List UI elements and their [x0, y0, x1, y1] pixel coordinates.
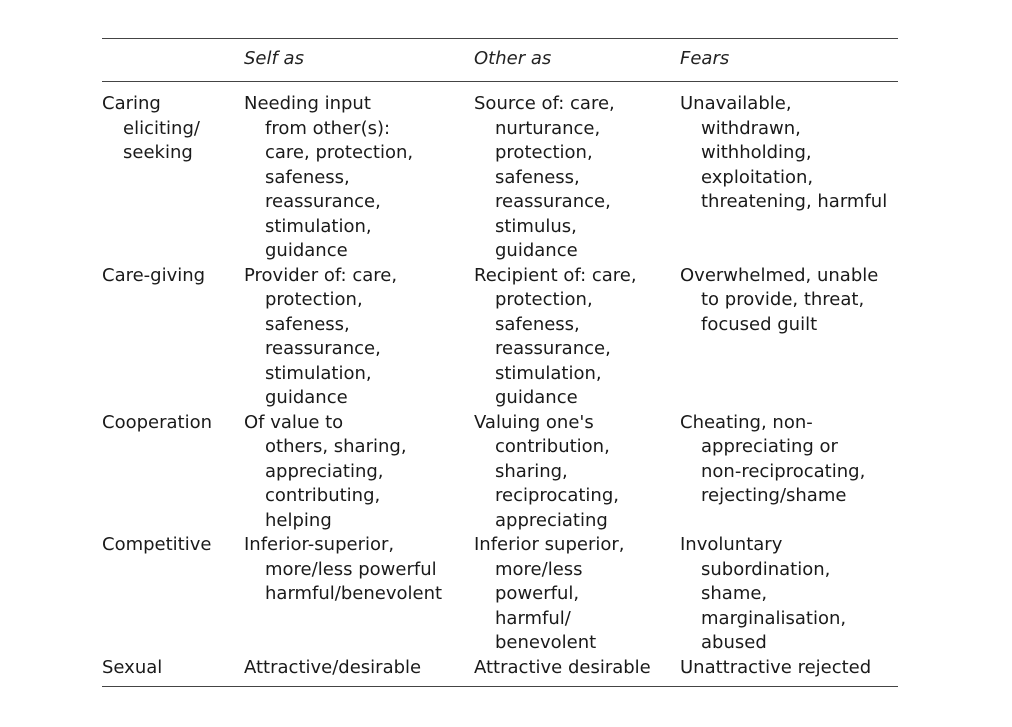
- cell-line: appreciating,: [265, 460, 384, 482]
- header-self-as: Self as: [244, 48, 304, 69]
- bottom-rule: [102, 686, 898, 687]
- cell-line: Provider of: care,: [244, 264, 398, 286]
- table-row: [102, 264, 898, 411]
- table-header-row: [102, 39, 898, 81]
- header-other-as: Other as: [474, 48, 552, 69]
- cell-line: stimulus,: [495, 215, 577, 237]
- cell-line: reassurance,: [265, 338, 381, 359]
- cell-line: Attractive desirable: [474, 656, 651, 678]
- cell-line: appreciating or: [701, 436, 838, 457]
- self-as-cell: [244, 92, 413, 264]
- row-label: [102, 533, 211, 558]
- cell-line: protection,: [265, 289, 363, 310]
- cell-line: guidance: [495, 387, 578, 408]
- table-row: [102, 656, 898, 681]
- cell-line: Cheating, non-: [680, 411, 813, 433]
- cell-line: non-reciprocating,: [701, 460, 866, 482]
- social-mentality-table: [102, 38, 898, 687]
- cell-line: safeness,: [495, 166, 580, 188]
- cell-line: Attractive/desirable: [244, 656, 422, 678]
- cell-line: benevolent: [495, 632, 597, 653]
- cell-line: guidance: [495, 240, 578, 261]
- cell-line: stimulation,: [265, 362, 372, 384]
- cell-line: guidance: [265, 240, 348, 261]
- cell-line: Valuing one's: [474, 411, 594, 433]
- other-as-cell: [474, 92, 615, 264]
- cell-line: helping: [265, 509, 332, 531]
- cell-line: harmful/benevolent: [265, 583, 443, 604]
- cell-line: exploitation,: [701, 166, 814, 188]
- cell-line: protection,: [495, 289, 593, 310]
- fears-cell: [680, 411, 865, 509]
- cell-line: Care-giving: [102, 264, 206, 286]
- cell-line: eliciting/: [123, 117, 200, 139]
- cell-line: seeking: [123, 142, 193, 163]
- cell-line: reassurance,: [265, 191, 381, 212]
- other-as-cell: [474, 533, 625, 656]
- cell-line: withdrawn,: [701, 117, 801, 139]
- cell-line: safeness,: [495, 313, 580, 335]
- row-label: [102, 264, 205, 289]
- self-as-cell: [244, 533, 442, 607]
- cell-line: Needing input: [244, 93, 371, 114]
- other-as-cell: [474, 656, 651, 681]
- cell-line: Source of: care,: [474, 93, 615, 114]
- cell-line: marginalisation,: [701, 607, 847, 629]
- cell-line: more/less: [495, 558, 583, 580]
- cell-line: Involuntary: [680, 534, 783, 555]
- cell-line: threatening, harmful: [701, 191, 888, 212]
- cell-line: contributing,: [265, 485, 381, 506]
- cell-line: powerful,: [495, 583, 580, 604]
- cell-line: nurturance,: [495, 117, 601, 139]
- cell-line: abused: [701, 632, 767, 653]
- row-label: [102, 411, 212, 436]
- table-body: [102, 82, 898, 686]
- cell-line: sharing,: [495, 460, 568, 482]
- cell-line: stimulation,: [265, 215, 372, 237]
- cell-line: Competitive: [102, 534, 212, 555]
- cell-line: withholding,: [701, 142, 812, 163]
- cell-line: reassurance,: [495, 191, 611, 212]
- cell-line: rejecting/shame: [701, 485, 847, 506]
- row-label: [102, 656, 162, 681]
- fears-cell: [680, 656, 871, 681]
- cell-line: protection,: [495, 142, 593, 163]
- cell-line: reciprocating,: [495, 485, 619, 506]
- fears-cell: [680, 533, 846, 656]
- cell-line: Unattractive rejected: [680, 656, 872, 678]
- cell-line: safeness,: [265, 313, 350, 335]
- cell-line: appreciating: [495, 509, 608, 531]
- cell-line: stimulation,: [495, 362, 602, 384]
- fears-cell: [680, 92, 887, 215]
- cell-line: Overwhelmed, unable: [680, 264, 879, 286]
- table-row: [102, 411, 898, 534]
- cell-line: Unavailable,: [680, 93, 792, 114]
- table-row: [102, 92, 898, 264]
- cell-line: Inferior-superior,: [244, 534, 395, 555]
- cell-line: others, sharing,: [265, 436, 407, 457]
- cell-line: contribution,: [495, 436, 610, 457]
- header-fears: Fears: [680, 48, 730, 69]
- cell-line: more/less powerful: [265, 558, 437, 580]
- cell-line: Sexual: [102, 656, 163, 678]
- cell-line: Inferior superior,: [474, 534, 625, 555]
- fears-cell: [680, 264, 878, 338]
- row-label: [102, 92, 200, 166]
- cell-line: care, protection,: [265, 142, 414, 163]
- other-as-cell: [474, 264, 637, 411]
- cell-line: subordination,: [701, 558, 831, 580]
- other-as-cell: [474, 411, 619, 534]
- cell-line: from other(s):: [265, 117, 391, 139]
- cell-line: safeness,: [265, 166, 350, 188]
- cell-line: Cooperation: [102, 411, 213, 433]
- cell-line: reassurance,: [495, 338, 611, 359]
- self-as-cell: [244, 411, 407, 534]
- table-row: [102, 533, 898, 656]
- self-as-cell: [244, 264, 397, 411]
- cell-line: Of value to: [244, 411, 344, 433]
- cell-line: Recipient of: care,: [474, 264, 637, 286]
- cell-line: focused guilt: [701, 313, 818, 335]
- self-as-cell: [244, 656, 421, 681]
- cell-line: guidance: [265, 387, 348, 408]
- cell-line: harmful/: [495, 607, 571, 629]
- cell-line: shame,: [701, 583, 768, 604]
- cell-line: Caring: [102, 93, 161, 114]
- cell-line: to provide, threat,: [701, 289, 865, 310]
